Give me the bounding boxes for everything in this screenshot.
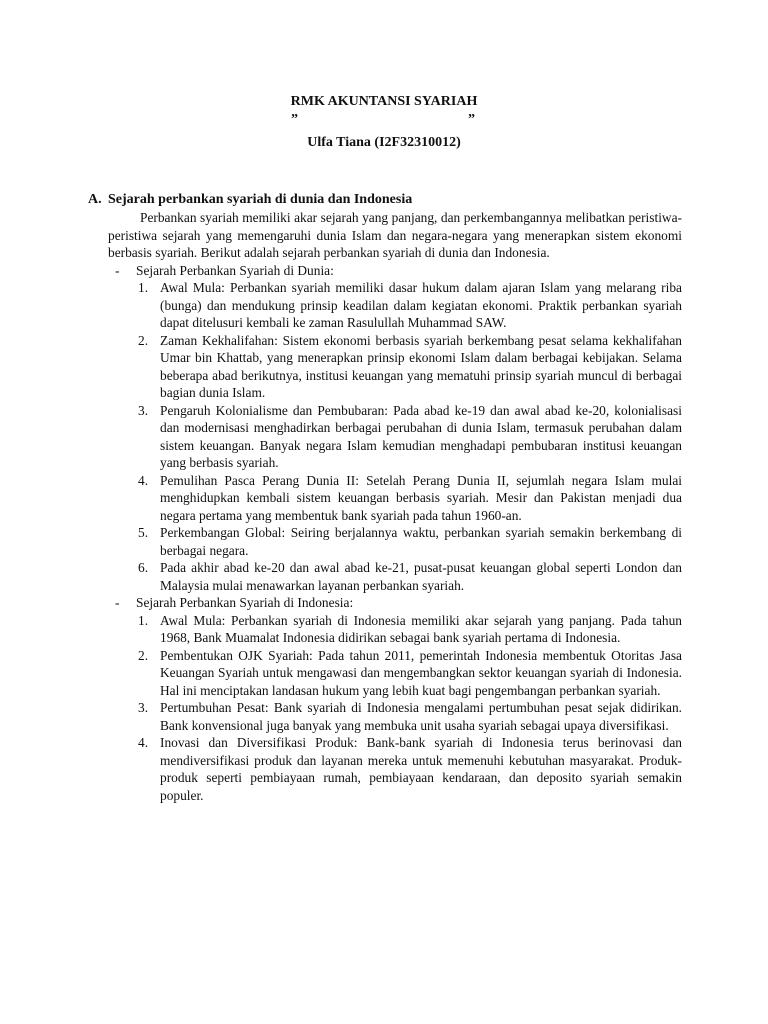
list-item	[138, 699, 682, 734]
dash-bullet: -	[115, 262, 120, 278]
item-text: Pengaruh Kolonialisme dan Pembubaran: Pada abad ke-19 dan awal abad ke-20, kolonialisasi dan modernisasi menghadirkan berbagai perubahan di dunia Islam, termasuk perubahan dalam sistem keuangan. Banyak negara Islam kemudian menghadapi pembubaran institusi keuangan yang berbasis syariah.	[160, 402, 682, 470]
section-letter: A.	[88, 192, 102, 207]
list-item	[138, 524, 682, 559]
indonesia-history-list	[88, 612, 682, 805]
item-text: Pembentukan OJK Syariah: Pada tahun 2011, pemerintah Indonesia membentuk Otoritas Jasa Keuangan Syariah untuk mengawasi dan mengembangkan sektor keuangan syariah di Indonesia. Hal ini menciptakan landasan hukum yang lebih kuat bagi pengembangan perbankan syariah.	[160, 647, 682, 698]
list-item	[138, 472, 682, 525]
world-history-heading	[88, 262, 682, 280]
indonesia-history-label: Sejarah Perbankan Syariah di Indonesia:	[136, 595, 354, 610]
item-text: Pada akhir abad ke-20 dan awal abad ke-21, pusat-pusat keuangan global seperti London dan Malaysia mulai menawarkan layanan perbankan syariah.	[160, 560, 682, 593]
item-number: 3.	[138, 700, 149, 715]
list-item	[138, 734, 682, 804]
list-item	[138, 647, 682, 700]
indonesia-history-heading	[88, 594, 682, 612]
item-number: 1.	[138, 280, 149, 295]
item-text: Perkembangan Global: Seiring berjalannya waktu, perbankan syariah semakin berkembang di berbagai negara.	[160, 525, 682, 558]
item-text: Zaman Kekhalifahan: Sistem ekonomi berbasis syariah berkembang pesat selama kekhalifahan Umar bin Khattab, yang menerapkan prinsip ekonomi Islam dalam berbagai kebijakan. Selama beberapa abad berikutnya, institusi keuangan yang mematuhi prinsip syariah muncul di berbagai bagian dunia Islam.	[160, 332, 682, 400]
item-number: 4.	[138, 735, 149, 750]
list-item	[138, 332, 682, 402]
item-number: 1.	[138, 612, 149, 628]
item-number: 5.	[138, 525, 149, 540]
world-history-list	[88, 279, 682, 594]
author-name: Ulfa Tiana (I2F32310012)	[307, 135, 461, 150]
section-heading-text: Sejarah perbankan syariah di dunia dan Indonesia	[108, 192, 413, 207]
list-item	[138, 612, 682, 647]
quote-close: ”	[468, 112, 475, 127]
item-number: 6.	[138, 560, 149, 575]
item-text: Awal Mula: Perbankan syariah memiliki dasar hukum dalam ajaran Islam yang melarang riba (bunga) dan mendukung prinsip keadilan dalam kegiatan ekonomi. Praktik perbankan syariah dapat ditelusuri kembali ke zaman Rasulullah Muhammad SAW.	[160, 280, 682, 330]
item-text: Pertumbuhan Pesat: Bank syariah di Indonesia mengalami pertumbuhan pesat sejak didirikan. Bank konvensional juga banyak yang membuka unit usaha syariah sebagai upaya diversifikasi.	[160, 700, 682, 733]
item-number: 4.	[138, 472, 149, 488]
section-a	[88, 191, 682, 804]
list-item	[138, 559, 682, 594]
item-text: Pemulihan Pasca Perang Dunia II: Setelah Perang Dunia II, sejumlah negara Islam mulai menghidupkan kembali sistem keuangan berbasis syariah. Mesir dan Pakistan menjadi dua negara pertama yang membentuk bank syariah pada tahun 1960-an.	[160, 472, 682, 523]
section-heading	[88, 191, 682, 209]
item-number: 2.	[138, 647, 149, 663]
item-text: Awal Mula: Perbankan syariah di Indonesia memiliki akar sejarah yang panjang. Pada tahun 1968, Bank Muamalat Indonesia didirikan sebagai bank syariah pertama di Indonesia.	[160, 612, 682, 645]
dash-bullet: -	[115, 595, 120, 610]
item-text: Inovasi dan Diversifikasi Produk: Bank-bank syariah di Indonesia terus berinovasi dan mendiversifikasi produk dan layanan mereka untuk memenuhi kebutuhan masyarakat. Produk-produk seperti pembiayaan rumah, pembiayaan kendaraan, dan deposito syariah semakin populer.	[160, 735, 682, 803]
title-quotes	[0, 111, 768, 127]
item-number: 3.	[138, 402, 149, 418]
world-history-label: Sejarah Perbankan Syariah di Dunia:	[136, 262, 334, 278]
list-item	[138, 402, 682, 472]
item-number: 2.	[138, 332, 149, 348]
list-item	[138, 279, 682, 332]
intro-paragraph: Perbankan syariah memiliki akar sejarah yang panjang, dan perkembangannya melibatkan peristiwa-peristiwa sejarah yang memengaruhi dunia Islam dan negara-negara yang menerapkan sistem ekonomi berbasis syariah. Berikut adalah sejarah perbankan syariah di dunia dan Indonesia.	[108, 210, 682, 260]
document-title: RMK AKUNTANSI SYARIAH	[290, 94, 478, 109]
quote-open: ”	[291, 112, 298, 127]
